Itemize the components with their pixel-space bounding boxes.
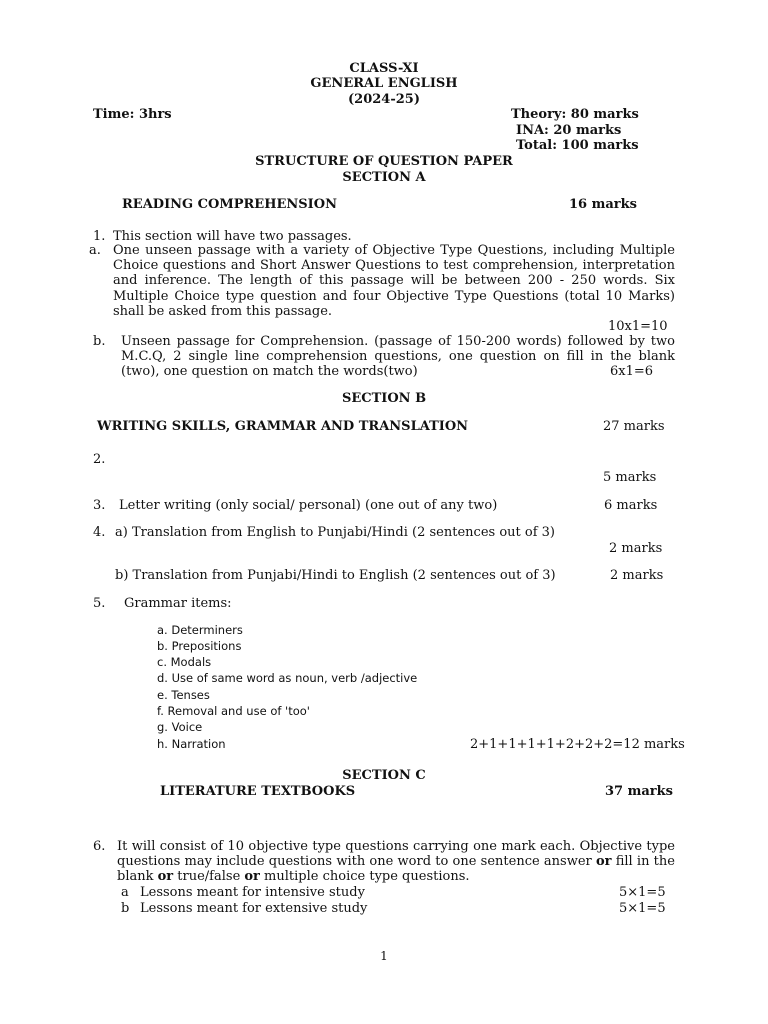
sub-a-marks: 5×1=5 xyxy=(619,885,666,900)
theory-marks: Theory: 80 marks xyxy=(511,107,639,122)
q4b-marks: 2 marks xyxy=(610,568,664,583)
q3-number: 3. xyxy=(93,498,106,513)
sub-a-text: Lessons meant for intensive study xyxy=(140,885,365,900)
q3-marks: 6 marks xyxy=(604,498,658,513)
item-a-marks: 10x1=10 xyxy=(608,319,668,334)
item-1-text: This section will have two passages. xyxy=(113,229,352,244)
grammar-item: e. Tenses xyxy=(157,688,210,702)
sub-b-marks: 5×1=5 xyxy=(619,901,666,916)
sub-b-label: b xyxy=(121,901,130,916)
item-b-marks: 6x1=6 xyxy=(610,364,654,379)
item-a-label: a. xyxy=(89,243,101,258)
section-b-marks: 27 marks xyxy=(603,419,665,434)
section-c-heading: LITERATURE TEXTBOOKS xyxy=(160,784,356,799)
class-title: CLASS-XI xyxy=(349,61,419,76)
q4-number: 4. xyxy=(93,525,106,540)
grammar-item: a. Determiners xyxy=(157,623,243,637)
item-b-label: b. xyxy=(93,334,106,349)
section-c-title: SECTION C xyxy=(342,768,426,783)
sub-a-label: a xyxy=(121,885,129,900)
q5-number: 5. xyxy=(93,596,106,611)
grammar-item: g. Voice xyxy=(157,720,203,734)
grammar-item: d. Use of same word as noun, verb /adjective xyxy=(157,671,418,685)
q2-number: 2. xyxy=(93,452,106,467)
item-b-text: Unseen passage for Comprehension. (passage of 150-200 words) followed by two M.C.Q, 2 single line comprehension questions, one question on fill in the blank (two), one question on match the words(two) xyxy=(121,334,675,380)
sub-b-text: Lessons meant for extensive study xyxy=(140,901,368,916)
grammar-item: c. Modals xyxy=(157,655,212,669)
q4a-text: a) Translation from English to Punjabi/Hindi (2 sentences out of 3) xyxy=(115,525,555,540)
section-c-marks: 37 marks xyxy=(605,784,673,799)
item-1-number: 1. xyxy=(93,229,106,244)
grammar-marks: 2+1+1+1+1+2+2+2=12 marks xyxy=(470,737,685,752)
section-a-title: SECTION A xyxy=(342,170,426,185)
q4b-text: b) Translation from Punjabi/Hindi to English (2 sentences out of 3) xyxy=(115,568,556,583)
structure-title: STRUCTURE OF QUESTION PAPER xyxy=(255,154,513,169)
q2-marks: 5 marks xyxy=(603,470,657,485)
section-a-marks: 16 marks xyxy=(569,197,637,212)
q5-text: Grammar items: xyxy=(124,596,232,611)
q4a-marks: 2 marks xyxy=(609,541,663,556)
q6-text: It will consist of 10 objective type questions carrying one mark each. Objective type questions may include questions with one word to one sentence answer or fill in the blank or true/false or multiple choice type questions. xyxy=(117,839,675,885)
session-title: (2024-25) xyxy=(348,92,420,107)
section-b-heading: WRITING SKILLS, GRAMMAR AND TRANSLATION xyxy=(97,419,469,434)
total-marks: Total: 100 marks xyxy=(516,138,639,153)
q6-number: 6. xyxy=(93,839,106,854)
grammar-item: f. Removal and use of 'too' xyxy=(157,704,310,718)
section-b-title: SECTION B xyxy=(341,391,427,406)
q3-text: Letter writing (only social/ personal) (one out of any two) xyxy=(119,498,498,513)
grammar-item: h. Narration xyxy=(157,737,226,751)
subject-title: GENERAL ENGLISH xyxy=(310,76,458,91)
section-a-heading: READING COMPREHENSION xyxy=(122,197,337,212)
grammar-item: b. Prepositions xyxy=(157,639,242,653)
time-label: Time: 3hrs xyxy=(93,107,172,122)
ina-marks: INA: 20 marks xyxy=(516,123,622,138)
page-number: 1 xyxy=(380,949,388,963)
item-a-text: One unseen passage with a variety of Objective Type Questions, including Multiple Choice questions and Short Answer Questions to test comprehension, interpretation and inference. The length of this passage will be between 200 - 250 words. Six Multiple Choice type question and four Objective Type Questions (total 10 Marks) shall be asked from this passage. xyxy=(113,243,675,319)
